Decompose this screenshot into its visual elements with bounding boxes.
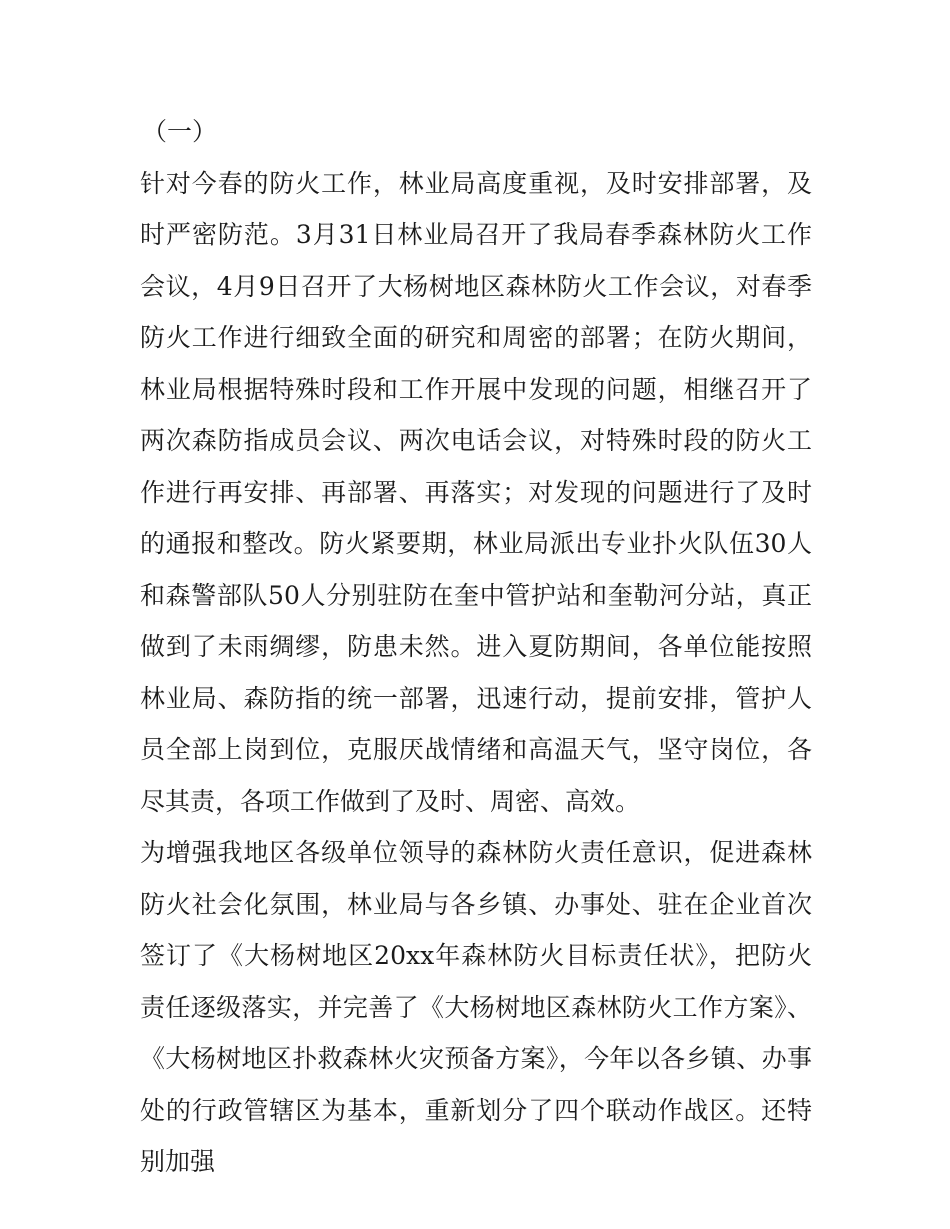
section-heading: （一） — [142, 117, 218, 146]
paragraph-responsibility-agreements: 为增强我地区各级单位领导的森林防火责任意识，促进森林防火社会化氛围，林业局与各乡镇、办事处、驻在企业首次签订了《大杨树地区20xx年森林防火目标责任状》，把防火责任逐级落实，并完善了《大杨树地区森林防火工作方案》、《大杨树地区扑救森林火灾预备方案》，今年以各乡镇、办事处的行政管辖区为基本，重新划分了四个联动作战区。还特别加强 — [140, 838, 812, 1176]
paragraph-fire-prevention-deployment: 针对今春的防火工作，林业局高度重视，及时安排部署，及时严密防范。3月31日林业局召开了我局春季森林防火工作会议，4月9日召开了大杨树地区森林防火工作会议，对春季防火工作进行细致全面的研究和周密的部署；在防火期间，林业局根据特殊时段和工作开展中发现的问题，相继召开了两次森防指成员会议、两次电话会议，对特殊时段的防火工作进行再安排、再部署、再落实；对发现的问题进行了及时的通报和整改。防火紧要期，林业局派出专业扑火队伍30人和森警部队50人分别驻防在奎中管护站和奎勒河分站，真正做到了未雨绸缪，防患未然。进入夏防期间，各单位能按照林业局、森防指的统一部署，迅速行动，提前安排，管护人员全部上岗到位，克服厌战情绪和高温天气，坚守岗位，各尽其责，各项工作做到了及时、周密、高效。 — [140, 168, 812, 816]
document-body — [140, 106, 812, 1188]
